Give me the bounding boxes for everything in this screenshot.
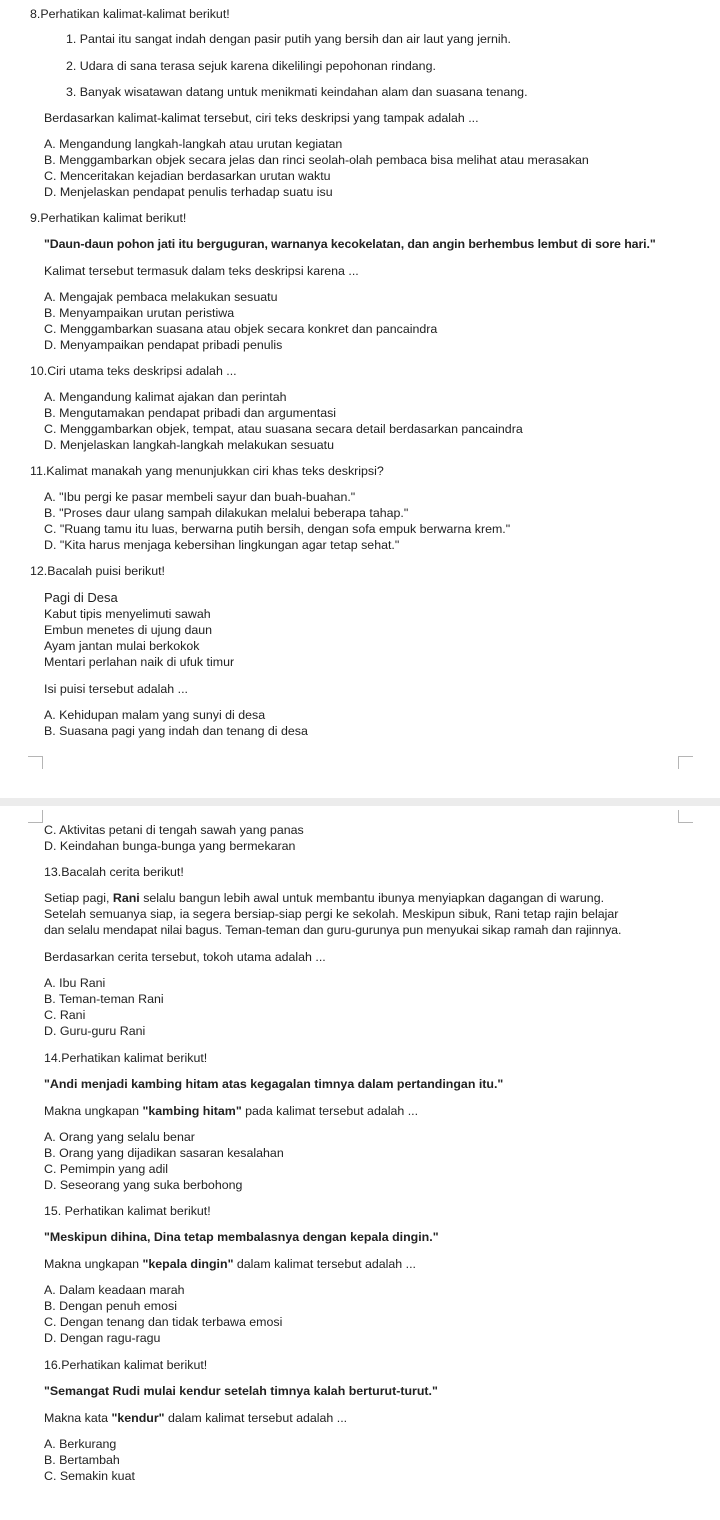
question-text: dalam kalimat tersebut adalah ... xyxy=(233,1257,416,1271)
q15-option-a: A. Dalam keadaan marah xyxy=(44,1283,185,1297)
q9-option-a: A. Mengajak pembaca melakukan sesuatu xyxy=(44,290,278,304)
q14-option-c: C. Pemimpin yang adil xyxy=(44,1162,168,1176)
q9-quote: "Daun-daun pohon jati itu berguguran, warnanya kecokelatan, dan angin berhembus lembut di sore hari." xyxy=(44,237,656,251)
question-text: Makna ungkapan xyxy=(44,1257,143,1271)
q13-heading: 13.Bacalah cerita berikut! xyxy=(44,865,184,879)
poem-line-3: Ayam jantan mulai berkokok xyxy=(44,639,200,653)
q8-heading: 8.Perhatikan kalimat-kalimat berikut! xyxy=(30,7,230,21)
q13-option-b: B. Teman-teman Rani xyxy=(44,992,164,1006)
poem-line-2: Embun menetes di ujung daun xyxy=(44,623,213,637)
q12-option-b: B. Suasana pagi yang indah dan tenang di desa xyxy=(44,724,308,738)
q12-option-c: C. Aktivitas petani di tengah sawah yang panas xyxy=(44,823,304,837)
q12-option-d: D. Keindahan bunga-bunga yang bermekaran xyxy=(44,839,296,853)
crop-mark-bottom-left xyxy=(28,756,43,769)
q10-option-b: B. Mengutamakan pendapat pribadi dan argumentasi xyxy=(44,406,337,420)
q8-option-c: C. Menceritakan kejadian berdasarkan urutan waktu xyxy=(44,169,331,183)
question-text: dalam kalimat tersebut adalah ... xyxy=(164,1411,348,1425)
page-separator xyxy=(0,798,720,806)
q16-option-c: C. Semakin kuat xyxy=(44,1469,135,1483)
q16-option-a: A. Berkurang xyxy=(44,1437,117,1451)
q8-option-d: D. Menjelaskan pendapat penulis terhadap suatu isu xyxy=(44,185,333,199)
question-term-bold: "kepala dingin" xyxy=(142,1257,234,1271)
q15-heading: 15. Perhatikan kalimat berikut! xyxy=(44,1204,211,1218)
story-line-1 xyxy=(44,890,604,906)
q11-option-c: C. "Ruang tamu itu luas, berwarna putih bersih, dengan sofa empuk berwarna krem." xyxy=(44,522,511,536)
question-text: pada kalimat tersebut adalah ... xyxy=(241,1104,419,1118)
question-text: Makna kata xyxy=(44,1411,112,1425)
crop-mark-top-right xyxy=(678,810,693,823)
crop-mark-bottom-right xyxy=(678,756,693,769)
q14-option-d: D. Seseorang yang suka berbohong xyxy=(44,1178,243,1192)
question-term-bold: "kendur" xyxy=(111,1411,165,1425)
q12-option-a: A. Kehidupan malam yang sunyi di desa xyxy=(44,708,266,722)
q12-question: Isi puisi tersebut adalah ... xyxy=(44,682,188,696)
q8-option-a: A. Mengandung langkah-langkah atau urutan kegiatan xyxy=(44,137,343,151)
q15-option-d: D. Dengan ragu-ragu xyxy=(44,1331,161,1345)
q11-option-a: A. "Ibu pergi ke pasar membeli sayur dan buah-buahan." xyxy=(44,490,356,504)
crop-mark-top-left xyxy=(28,810,43,823)
story-line-2: Setelah semuanya siap, ia segera bersiap-siap pergi ke sekolah. Meskipun sibuk, Rani tetap rajin belajar xyxy=(44,907,619,921)
q16-quote: "Semangat Rudi mulai kendur setelah timnya kalah berturut-turut." xyxy=(44,1384,438,1398)
q9-option-d: D. Menyampaikan pendapat pribadi penulis xyxy=(44,338,283,352)
q10-option-c: C. Menggambarkan objek, tempat, atau suasana secara detail berdasarkan pancaindra xyxy=(44,422,523,436)
q14-heading: 14.Perhatikan kalimat berikut! xyxy=(44,1051,208,1065)
q9-option-b: B. Menyampaikan urutan peristiwa xyxy=(44,306,235,320)
q10-option-a: A. Mengandung kalimat ajakan dan perintah xyxy=(44,390,287,404)
q11-option-d: D. "Kita harus menjaga kebersihan lingkungan agar tetap sehat." xyxy=(44,538,400,552)
q11-heading: 11.Kalimat manakah yang menunjukkan ciri khas teks deskripsi? xyxy=(30,464,384,478)
q16-heading: 16.Perhatikan kalimat berikut! xyxy=(44,1358,208,1372)
poem-line-1: Kabut tipis menyelimuti sawah xyxy=(44,607,211,621)
q10-heading: 10.Ciri utama teks deskripsi adalah ... xyxy=(30,364,237,378)
q8-option-b: B. Menggambarkan objek secara jelas dan rinci seolah-olah pembaca bisa melihat atau merasakan xyxy=(44,153,589,167)
q14-question xyxy=(44,1103,418,1119)
q11-option-b: B. "Proses daur ulang sampah dilakukan melalui beberapa tahap." xyxy=(44,506,409,520)
q15-question xyxy=(44,1256,416,1272)
q9-question: Kalimat tersebut termasuk dalam teks deskripsi karena ... xyxy=(44,264,359,278)
q8-sentence-1: 1. Pantai itu sangat indah dengan pasir putih yang bersih dan air laut yang jernih. xyxy=(66,32,511,46)
q9-heading: 9.Perhatikan kalimat berikut! xyxy=(30,211,187,225)
question-text: Makna ungkapan xyxy=(44,1104,143,1118)
q14-option-b: B. Orang yang dijadikan sasaran kesalahan xyxy=(44,1146,284,1160)
story-line-3: dan selalu mendapat nilai bagus. Teman-teman dan guru-gurunya pun menyukai sikap ramah dan rajinnya. xyxy=(44,923,622,937)
q13-question: Berdasarkan cerita tersebut, tokoh utama adalah ... xyxy=(44,950,326,964)
q12-heading: 12.Bacalah puisi berikut! xyxy=(30,564,166,578)
poem-title: Pagi di Desa xyxy=(44,590,118,605)
poem-line-4: Mentari perlahan naik di ufuk timur xyxy=(44,655,235,669)
q13-option-d: D. Guru-guru Rani xyxy=(44,1024,146,1038)
story-text: selalu bangun lebih awal untuk membantu ibunya menyiapkan dagangan di warung. xyxy=(139,891,605,905)
q15-quote: "Meskipun dihina, Dina tetap membalasnya dengan kepala dingin." xyxy=(44,1230,439,1244)
q16-option-b: B. Bertambah xyxy=(44,1453,120,1467)
q10-option-d: D. Menjelaskan langkah-langkah melakukan sesuatu xyxy=(44,438,334,452)
q13-option-a: A. Ibu Rani xyxy=(44,976,106,990)
q13-option-c: C. Rani xyxy=(44,1008,86,1022)
document-page-2 xyxy=(0,806,720,1520)
q8-sentence-3: 3. Banyak wisatawan datang untuk menikmati keindahan alam dan suasana tenang. xyxy=(66,85,528,99)
q8-sentence-2: 2. Udara di sana terasa sejuk karena dikelilingi pepohonan rindang. xyxy=(66,59,436,73)
story-text: Setiap pagi, xyxy=(44,891,113,905)
question-term-bold: "kambing hitam" xyxy=(142,1104,242,1118)
q16-question xyxy=(44,1410,347,1426)
q15-option-b: B. Dengan penuh emosi xyxy=(44,1299,177,1313)
q14-quote: "Andi menjadi kambing hitam atas kegagalan timnya dalam pertandingan itu." xyxy=(44,1077,504,1091)
q8-question: Berdasarkan kalimat-kalimat tersebut, ciri teks deskripsi yang tampak adalah ... xyxy=(44,111,479,125)
q9-option-c: C. Menggambarkan suasana atau objek secara konkret dan pancaindra xyxy=(44,322,438,336)
q14-option-a: A. Orang yang selalu benar xyxy=(44,1130,195,1144)
q15-option-c: C. Dengan tenang dan tidak terbawa emosi xyxy=(44,1315,283,1329)
story-name-bold: Rani xyxy=(112,891,140,905)
